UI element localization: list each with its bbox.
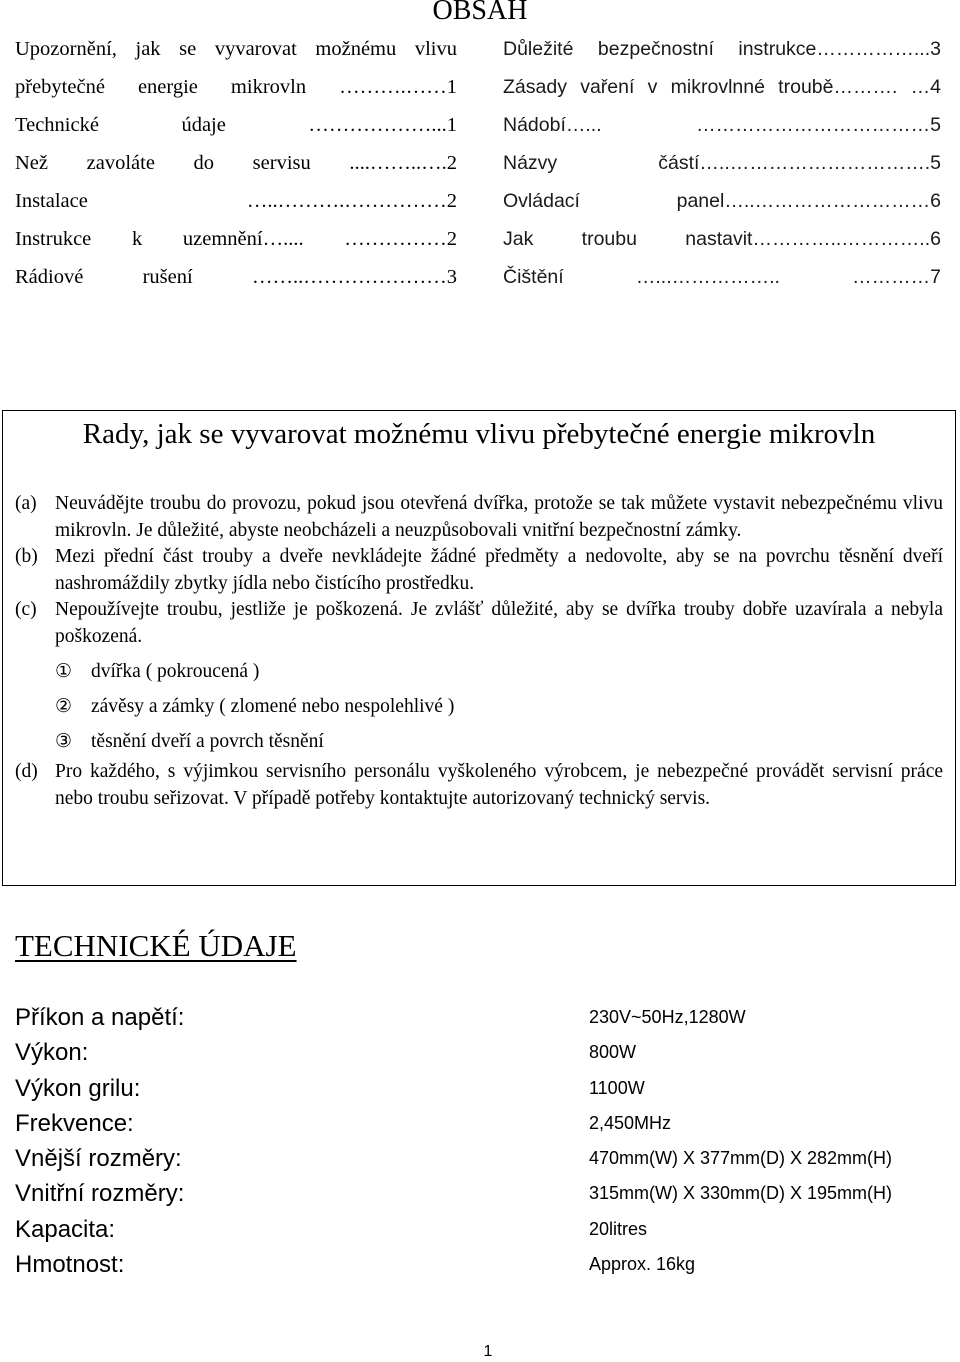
toc-heading: OBSAH bbox=[432, 0, 528, 26]
warning-item-d bbox=[15, 759, 943, 812]
warning-body bbox=[15, 491, 943, 812]
toc-entry: Čištění …...…………….. …………7 bbox=[503, 266, 941, 288]
spec-value: 315mm(W) X 330mm(D) X 195mm(H) bbox=[589, 1183, 893, 1204]
spec-row bbox=[15, 1000, 945, 1035]
toc-entry: Než zavoláte do servisu ....……..….2 bbox=[15, 152, 457, 174]
subitem-text: dvířka ( pokroucená ) bbox=[91, 661, 260, 682]
spec-value: 230V~50Hz,1280W bbox=[589, 1007, 746, 1027]
spec-row bbox=[15, 1247, 945, 1282]
toc-entry: Názvy částí…..………………………….5 bbox=[503, 152, 941, 174]
spec-value: 2,450MHz bbox=[589, 1112, 672, 1133]
warning-title: Rady, jak se vyvarovat možnému vlivu přebytečné energie mikrovln bbox=[82, 418, 876, 450]
spec-row bbox=[15, 1141, 945, 1176]
subitem-number: ③ bbox=[55, 730, 73, 752]
toc-left-column bbox=[15, 32, 457, 298]
subitem-number: ① bbox=[55, 660, 73, 682]
spec-label: Příkon a napětí: bbox=[15, 1004, 185, 1031]
toc-entry: Upozornění, jak se vyvarovat možnému vlivu bbox=[15, 38, 457, 60]
page-number: 1 bbox=[483, 1343, 493, 1360]
spec-label: Výkon grilu: bbox=[15, 1074, 141, 1102]
spec-label: Výkon: bbox=[15, 1039, 89, 1067]
toc-entry: Jak troubu nastavit…………..…………..6 bbox=[503, 228, 941, 250]
warning-item-a bbox=[15, 491, 943, 544]
item-label: (d) bbox=[15, 761, 38, 782]
item-label: (b) bbox=[15, 546, 38, 567]
item-text: Pro každého, s výjimkou servisního personálu vyškoleného výrobcem, je nebezpečné provádět servisní práce nebo troubu seřizovat. V případě potřeby kontaktujte autorizovaný technický servis. bbox=[55, 761, 943, 809]
warning-subitem bbox=[55, 654, 943, 689]
item-label: (c) bbox=[15, 599, 37, 620]
warning-item-c bbox=[15, 597, 943, 650]
spec-row bbox=[15, 1071, 945, 1106]
subitem-number: ② bbox=[55, 695, 73, 717]
technical-data-title: TECHNICKÉ ÚDAJE bbox=[15, 928, 297, 963]
spec-value: Approx. 16kg bbox=[589, 1254, 696, 1275]
spec-label: Vnitřní rozměry: bbox=[15, 1180, 185, 1208]
item-label: (a) bbox=[15, 493, 37, 514]
spec-row bbox=[15, 1035, 945, 1070]
spec-row bbox=[15, 1176, 945, 1211]
item-text: Mezi přední část trouby a dveře nevkládejte žádné předměty a nedovolte, aby se na povrchu těsnění dveří nashromáždily zbytky jídla nebo čistícího prostředku. bbox=[55, 546, 943, 594]
spec-table bbox=[15, 1000, 945, 1282]
warning-item-b bbox=[15, 544, 943, 597]
spec-value: 470mm(W) X 377mm(D) X 282mm(H) bbox=[589, 1148, 893, 1169]
toc-entry: Instalace …..……….……………2 bbox=[15, 190, 457, 212]
toc-entry: přebytečné energie mikrovln ……….……1 bbox=[15, 76, 457, 98]
item-text: Neuvádějte troubu do provozu, pokud jsou otevřená dvířka, protože se tak můžete vystavit nebezpečnému vlivu mikrovln. Je důležité, abyste neobcházeli a neuzpůsobovali vnitřní bezpečnostní zámky. bbox=[55, 493, 943, 541]
spec-label: Hmotnost: bbox=[15, 1251, 125, 1279]
spec-label: Frekvence: bbox=[15, 1109, 134, 1137]
toc-entry: Instrukce k uzemnění….... ……………2 bbox=[15, 228, 457, 250]
warning-subitem bbox=[55, 689, 943, 724]
toc-entry: Zásady vaření v mikrovlnné troubě………. …4 bbox=[503, 76, 941, 98]
spec-value: 800W bbox=[589, 1042, 637, 1063]
toc-entry: Ovládací panel…..………………………6 bbox=[503, 190, 941, 212]
spec-label: Vnější rozměry: bbox=[15, 1145, 182, 1173]
subitem-text: závěsy a zámky ( zlomené nebo nespolehlivé ) bbox=[91, 696, 455, 717]
item-text: Nepoužívejte troubu, jestliže je poškozená. Je zvlášť důležité, aby se dvířka trouby dobře uzavírala a nebyla poškozená. bbox=[55, 599, 943, 647]
toc-entry: Rádiové rušení ……..…………………3 bbox=[15, 266, 457, 288]
toc-entry: Nádobí…... ………………………………5 bbox=[503, 114, 941, 136]
toc-right-column bbox=[503, 32, 941, 298]
subitem-text: těsnění dveří a povrch těsnění bbox=[91, 731, 324, 752]
spec-label: Kapacita: bbox=[15, 1215, 116, 1243]
spec-row bbox=[15, 1106, 945, 1141]
spec-value: 1100W bbox=[589, 1077, 645, 1098]
warning-box bbox=[2, 410, 956, 886]
spec-row bbox=[15, 1212, 945, 1247]
toc-entry: Technické údaje ………………...1 bbox=[15, 114, 457, 136]
spec-value: 20litres bbox=[589, 1218, 648, 1239]
toc-entry: Důležité bezpečnostní instrukce……………...3 bbox=[503, 38, 941, 60]
warning-subitem bbox=[55, 724, 943, 759]
